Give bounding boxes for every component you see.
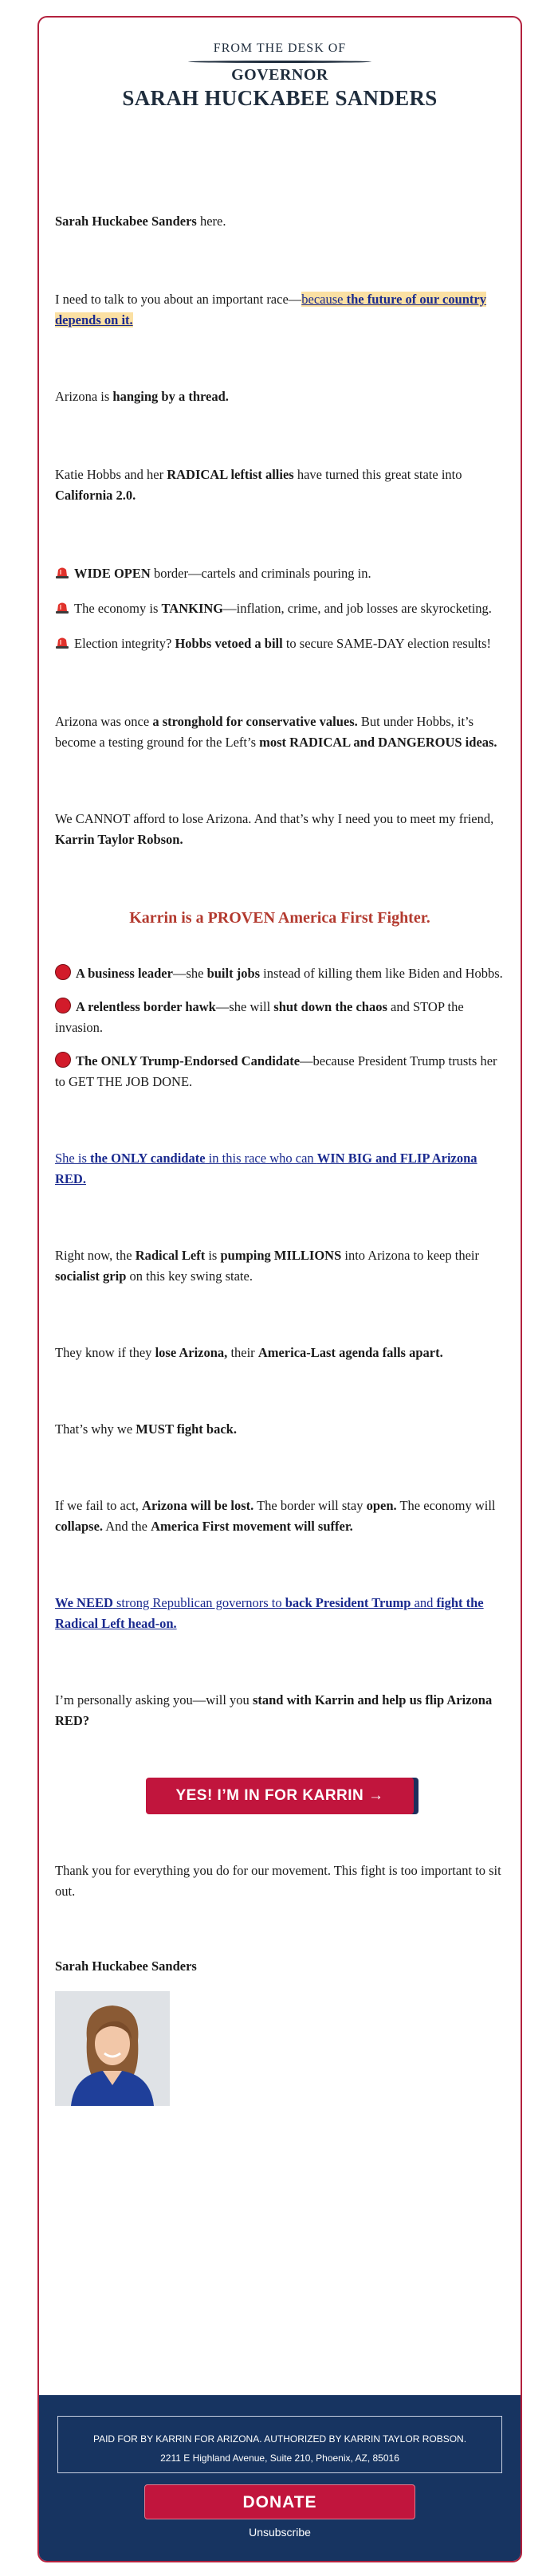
disclaimer-box: [57, 2416, 502, 2473]
from-desk-label: FROM THE DESK OF: [213, 41, 347, 55]
fighter-subhead: Karrin is a PROVEN America First Fighter.: [129, 909, 430, 927]
alert-item: Election integrity? Hobbs vetoed a bill to secure SAME-DAY election results!: [55, 633, 505, 656]
hobbs-paragraph: Katie Hobbs and her RADICAL leftist allies have turned this great state into California 2.0.: [55, 467, 462, 503]
race-link[interactable]: because the future of our country depends on it.: [55, 292, 487, 327]
sanders-portrait: [55, 1991, 170, 2106]
thanks-paragraph: Thank you for everything you do for our movement. This fight is too important to sit out.: [55, 1863, 501, 1899]
fighter-item: A business leader—she built jobs instead of killing them like Biden and Hobbs.: [55, 963, 505, 984]
race-paragraph: I need to talk to you about an important race—because the future of our country depends on it.: [55, 292, 487, 327]
intro-paragraph: Sarah Huckabee Sanders here.: [55, 214, 226, 229]
know-paragraph: They know if they lose Arizona, their America-Last agenda falls apart.: [55, 1345, 443, 1360]
fail-paragraph: If we fail to act, Arizona will be lost. The border will stay open. The economy will collapse. And the America First movement will suffer.: [55, 1498, 496, 1534]
governor-title: GOVERNOR: [231, 66, 328, 84]
millions-paragraph: Right now, the Radical Left is pumping MILLIONS into Arizona to keep their socialist grip on this key swing state.: [55, 1248, 479, 1284]
afford-paragraph: We CANNOT afford to lose Arizona. And that’s why I need you to meet my friend, Karrin Taylor Robson.: [55, 811, 494, 847]
email-frame: [37, 16, 522, 2562]
paid-for-text: PAID FOR BY KARRIN FOR ARIZONA. AUTHORIZED BY KARRIN TAYLOR ROBSON.: [92, 2433, 467, 2445]
governor-name: SARAH HUCKABEE SANDERS: [122, 86, 438, 110]
siren-icon: [55, 600, 69, 621]
red-circle-icon: [55, 998, 71, 1014]
asking-paragraph: I’m personally asking you—will you stand with Karrin and help us flip Arizona RED?: [55, 1692, 493, 1728]
cta-container: [55, 1778, 505, 1814]
alert-item: WIDE OPEN border—cartels and criminals pouring in.: [55, 563, 505, 586]
address-text: 2211 E Highland Avenue, Suite 210, Phoenix, AZ, 85016: [160, 2452, 399, 2464]
header-divider: [188, 61, 371, 63]
portrait-illustration: [55, 1991, 170, 2106]
need-governors-link[interactable]: We NEED strong Republican governors to back President Trump and fight the Radical Left head-on.: [55, 1595, 484, 1631]
alert-item: The economy is TANKING—inflation, crime, and job losses are skyrocketing.: [55, 598, 505, 621]
siren-icon: [55, 565, 69, 586]
unsubscribe-link[interactable]: Unsubscribe: [249, 2526, 311, 2539]
donate-button[interactable]: DONATE: [144, 2484, 415, 2519]
siren-icon: [55, 635, 69, 656]
yes-karrin-button[interactable]: YES! I’M IN FOR KARRIN →: [146, 1778, 414, 1814]
fighter-item: The ONLY Trump-Endorsed Candidate—because President Trump trusts her to GET THE JOB DONE.: [55, 1053, 497, 1089]
red-circle-icon: [55, 1052, 71, 1068]
fighter-item: A relentless border hawk—she will shut down the chaos and STOP the invasion.: [55, 999, 464, 1035]
letterhead: [39, 18, 521, 133]
thread-paragraph: Arizona is hanging by a thread.: [55, 389, 229, 404]
only-candidate-link[interactable]: She is the ONLY candidate in this race who can WIN BIG and FLIP Arizona RED.: [55, 1151, 477, 1186]
red-circle-icon: [55, 964, 71, 980]
stronghold-paragraph: Arizona was once a stronghold for conservative values. But under Hobbs, it’s become a testing ground for the Left’s most RADICAL and DANGEROUS ideas.: [55, 714, 497, 750]
letter-body: [39, 211, 521, 2106]
footer: [39, 2395, 521, 2561]
signature-name: Sarah Huckabee Sanders: [55, 1958, 197, 1974]
fight-paragraph: That’s why we MUST fight back.: [55, 1421, 237, 1437]
